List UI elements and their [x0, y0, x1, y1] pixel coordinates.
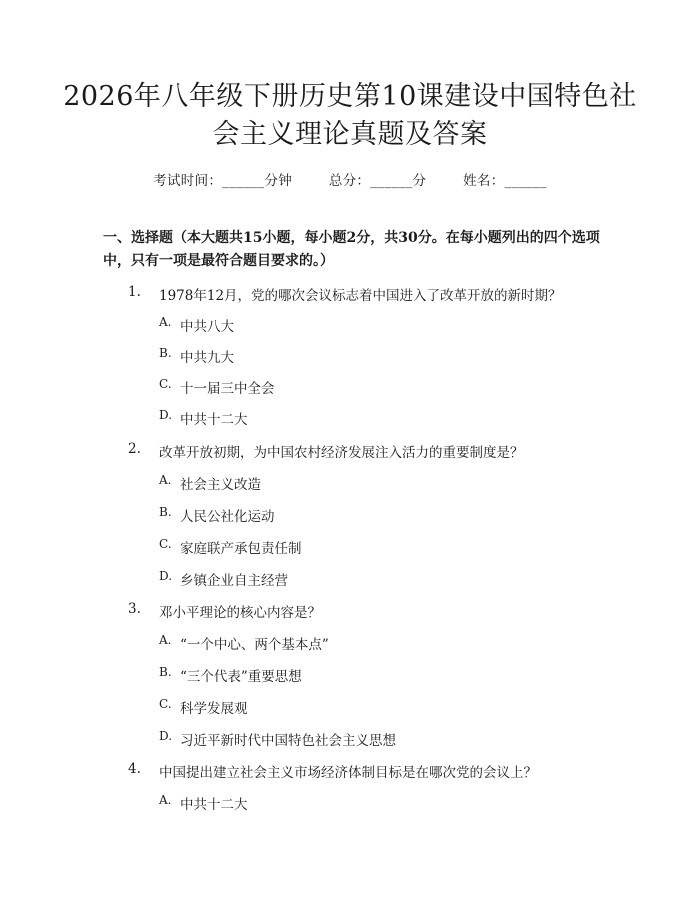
option-letter: D. — [159, 729, 173, 743]
exam-time-label: 考试时间： — [153, 173, 223, 189]
total-score-blank: ______ — [370, 173, 413, 189]
option-letter: C. — [159, 697, 172, 711]
question-text: 中国提出建立社会主义市场经济体制目标是在哪次党的会议上？ — [159, 765, 537, 781]
total-score-label: 总分： — [328, 173, 371, 189]
exam-info-line — [0, 169, 700, 189]
question-text: 邓小平理论的核心内容是？ — [159, 605, 321, 621]
option-letter: A. — [159, 793, 172, 807]
student-name-label: 姓名： — [463, 173, 505, 189]
option-text: 乡镇企业自主经营 — [180, 573, 288, 589]
option-letter: A. — [159, 473, 172, 487]
exam-time-unit: 分钟 — [264, 173, 293, 189]
document-title: 2026年八年级下册历史第10课建设中国特色社会主义理论真题及答案 — [63, 81, 637, 150]
option-letter: D. — [159, 569, 173, 583]
option-text: 中共十二大 — [180, 797, 248, 813]
option-letter: C. — [159, 377, 172, 391]
question-number: 1. — [128, 284, 141, 300]
option-letter: A. — [159, 633, 172, 647]
option-text: 科学发展观 — [180, 701, 248, 717]
option-text: “三个代表”重要思想 — [180, 669, 302, 685]
exam-time-blank: ______ — [222, 173, 265, 189]
option-text: 人民公社化运动 — [180, 509, 275, 525]
option-text: “一个中心、两个基本点” — [180, 637, 329, 653]
option-text: 中共十二大 — [180, 412, 248, 428]
question-number: 2. — [128, 441, 141, 457]
option-text: 中共八大 — [180, 319, 234, 335]
option-letter: D. — [159, 408, 173, 422]
section-heading: 一、选择题（本大题共15小题，每小题2分，共30分。在每小题列出的四个选项中，只有一项是最符合题目要求的。） — [103, 230, 600, 269]
option-text: 中共九大 — [180, 350, 234, 366]
student-name-blank: ______ — [504, 173, 547, 189]
option-text: 十一届三中全会 — [180, 381, 275, 397]
option-letter: C. — [159, 537, 172, 551]
total-score-unit: 分 — [412, 173, 427, 189]
option-letter: B. — [159, 346, 172, 360]
option-letter: B. — [159, 665, 172, 679]
option-text: 习近平新时代中国特色社会主义思想 — [180, 733, 396, 749]
option-letter: B. — [159, 505, 172, 519]
question-text: 改革开放初期，为中国农村经济发展注入活力的重要制度是？ — [159, 445, 524, 461]
option-text: 家庭联产承包责任制 — [180, 541, 302, 557]
question-number: 4. — [128, 761, 141, 777]
option-letter: A. — [159, 315, 172, 329]
question-text: 1978年12月，党的哪次会议标志着中国进入了改革开放的新时期？ — [159, 288, 562, 304]
option-text: 社会主义改造 — [180, 477, 261, 493]
question-number: 3. — [128, 601, 141, 617]
